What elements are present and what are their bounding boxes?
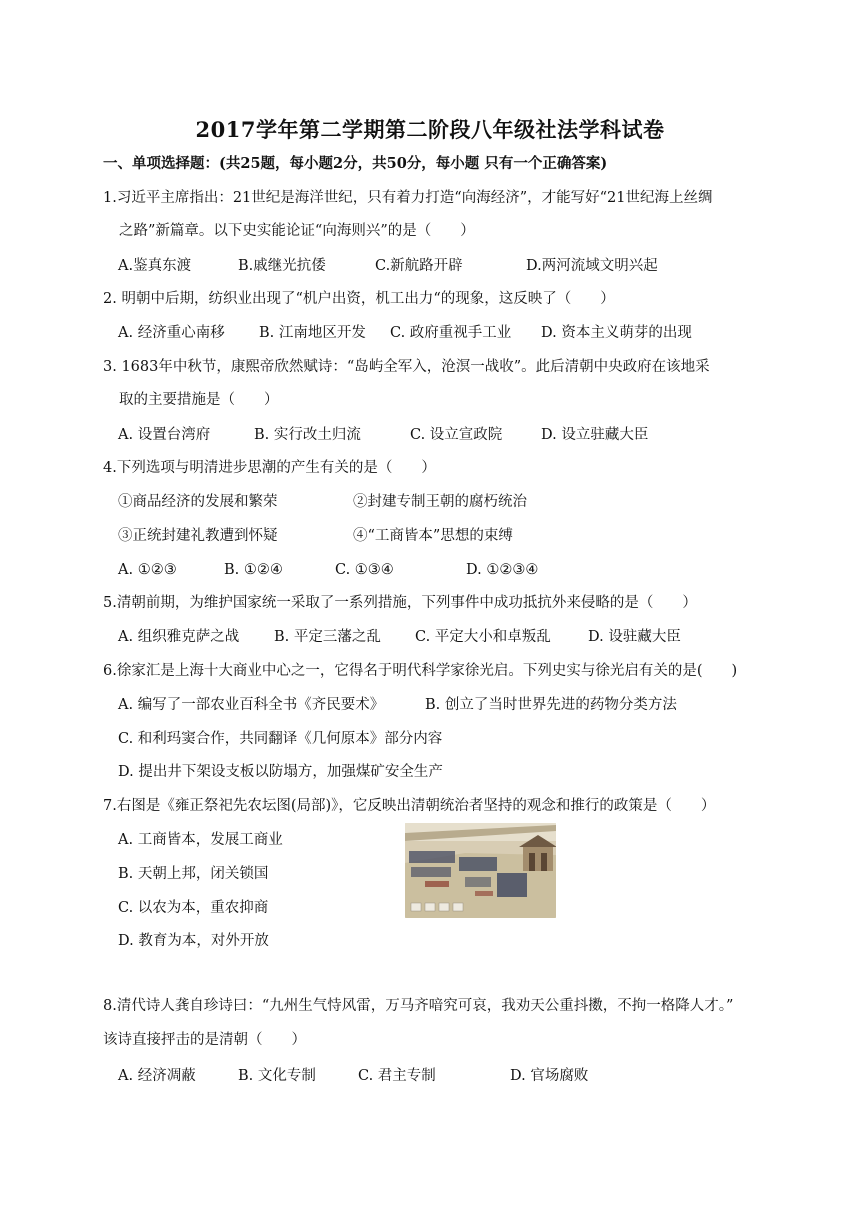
question-2-option-c: C. 政府重视手工业 (390, 325, 512, 341)
question-4-statement-3: ③正统封建礼教遭到怀疑 (118, 528, 278, 544)
question-4-option-a: A. ①②③ (118, 562, 177, 578)
section-heading: 一、单项选择题：(共25题，每小题2分，共50分，每小题 只有一个正确答案) (103, 155, 608, 172)
exam-title: 2017学年第二学期第二阶段八年级社法学科试卷 (195, 117, 665, 142)
question-5-stem: 5.清朝前期，为维护国家统一采取了一系列措施，下列事件中成功抵抗外来侵略的是（ ） (103, 595, 697, 611)
question-2-option-b: B. 江南地区开发 (259, 325, 366, 341)
question-3-option-a: A. 设置台湾府 (118, 427, 211, 443)
question-3-stem-cont: 取的主要措施是（ ） (119, 392, 279, 408)
question-8-option-d: D. 官场腐败 (510, 1068, 589, 1084)
question-1-stem-cont: 之路”新篇章。以下史实能论证“向海则兴”的是（ ） (119, 223, 475, 239)
question-5-option-d: D. 设驻藏大臣 (588, 629, 681, 645)
question-6-stem: 6.徐家汇是上海十大商业中心之一，它得名于明代科学家徐光启。下列史实与徐光启有关的是( ) (103, 663, 738, 679)
question-7-option-b: B. 天朝上邦，闭关锁国 (118, 866, 269, 882)
question-7-option-d: D. 教育为本，对外开放 (118, 933, 269, 949)
question-2-option-a: A. 经济重心南移 (118, 325, 225, 341)
question-8-option-b: B. 文化专制 (238, 1068, 316, 1084)
question-8-stem: 8.清代诗人龚自珍诗曰：“九州生气恃风雷，万马齐喑究可哀，我劝天公重抖擞，不拘一格降人才。” (103, 998, 734, 1014)
question-2-option-d: D. 资本主义萌芽的出现 (541, 325, 692, 341)
question-5-option-a: A. 组织雅克萨之战 (118, 629, 240, 645)
question-8-option-c: C. 君主专制 (358, 1068, 436, 1084)
question-1-stem: 1.习近平主席指出：21世纪是海洋世纪，只有着力打造“向海经济”，才能写好“21世纪海上丝绸 (103, 190, 713, 206)
question-5-option-b: B. 平定三藩之乱 (274, 629, 381, 645)
question-3-option-b: B. 实行改土归流 (254, 427, 361, 443)
question-4-stem: 4.下列选项与明清进步思潮的产生有关的是（ ） (103, 460, 436, 476)
question-8-option-a: A. 经济凋蔽 (118, 1068, 196, 1084)
question-3-stem: 3. 1683年中秋节，康熙帝欣然赋诗：“岛屿全军入，沧溟一战收”。此后清朝中央政府在该地采 (103, 359, 710, 375)
question-1-option-c: C.新航路开辟 (375, 258, 463, 274)
question-2-stem: 2. 明朝中后期，纺织业出现了“机户出资，机工出力“的现象，这反映了（ ） (103, 291, 615, 307)
question-4-statement-2: ②封建专制王朝的腐朽统治 (353, 494, 527, 510)
question-4-option-c: C. ①③④ (335, 562, 394, 578)
question-6-option-b: B. 创立了当时世界先进的药物分类方法 (425, 697, 677, 713)
question-8-stem-cont: 该诗直接抨击的是清朝（ ） (103, 1032, 306, 1048)
question-1-option-a: A.鉴真东渡 (118, 258, 192, 274)
question-3-option-d: D. 设立驻藏大臣 (541, 427, 649, 443)
question-7-stem: 7.右图是《雍正祭祀先农坛图(局部)》，它反映出清朝统治者坚持的观念和推行的政策是（ ） (103, 798, 716, 814)
question-4-statement-1: ①商品经济的发展和繁荣 (118, 494, 278, 510)
question-6-option-a: A. 编写了一部农业百科全书《齐民要术》 (118, 697, 385, 713)
question-6-option-d: D. 提出井下架设支板以防塌方，加强煤矿安全生产 (118, 764, 443, 780)
question-7-option-c: C. 以农为本，重农抑商 (118, 900, 269, 916)
question-5-option-c: C. 平定大小和卓叛乱 (415, 629, 551, 645)
question-7-option-a: A. 工商皆本，发展工商业 (118, 832, 283, 848)
question-1-option-b: B.戚继光抗倭 (238, 258, 326, 274)
question-4-option-d: D. ①②③④ (466, 562, 539, 578)
question-4-statement-4: ④“工商皆本”思想的束缚 (353, 528, 513, 544)
question-6-option-c: C. 和利玛窦合作，共同翻译《几何原本》部分内容 (118, 731, 443, 747)
question-4-option-b: B. ①②④ (224, 562, 283, 578)
question-3-option-c: C. 设立宣政院 (410, 427, 503, 443)
yongzheng-ritual-painting (405, 823, 556, 918)
question-1-option-d: D.两河流域文明兴起 (526, 258, 658, 274)
